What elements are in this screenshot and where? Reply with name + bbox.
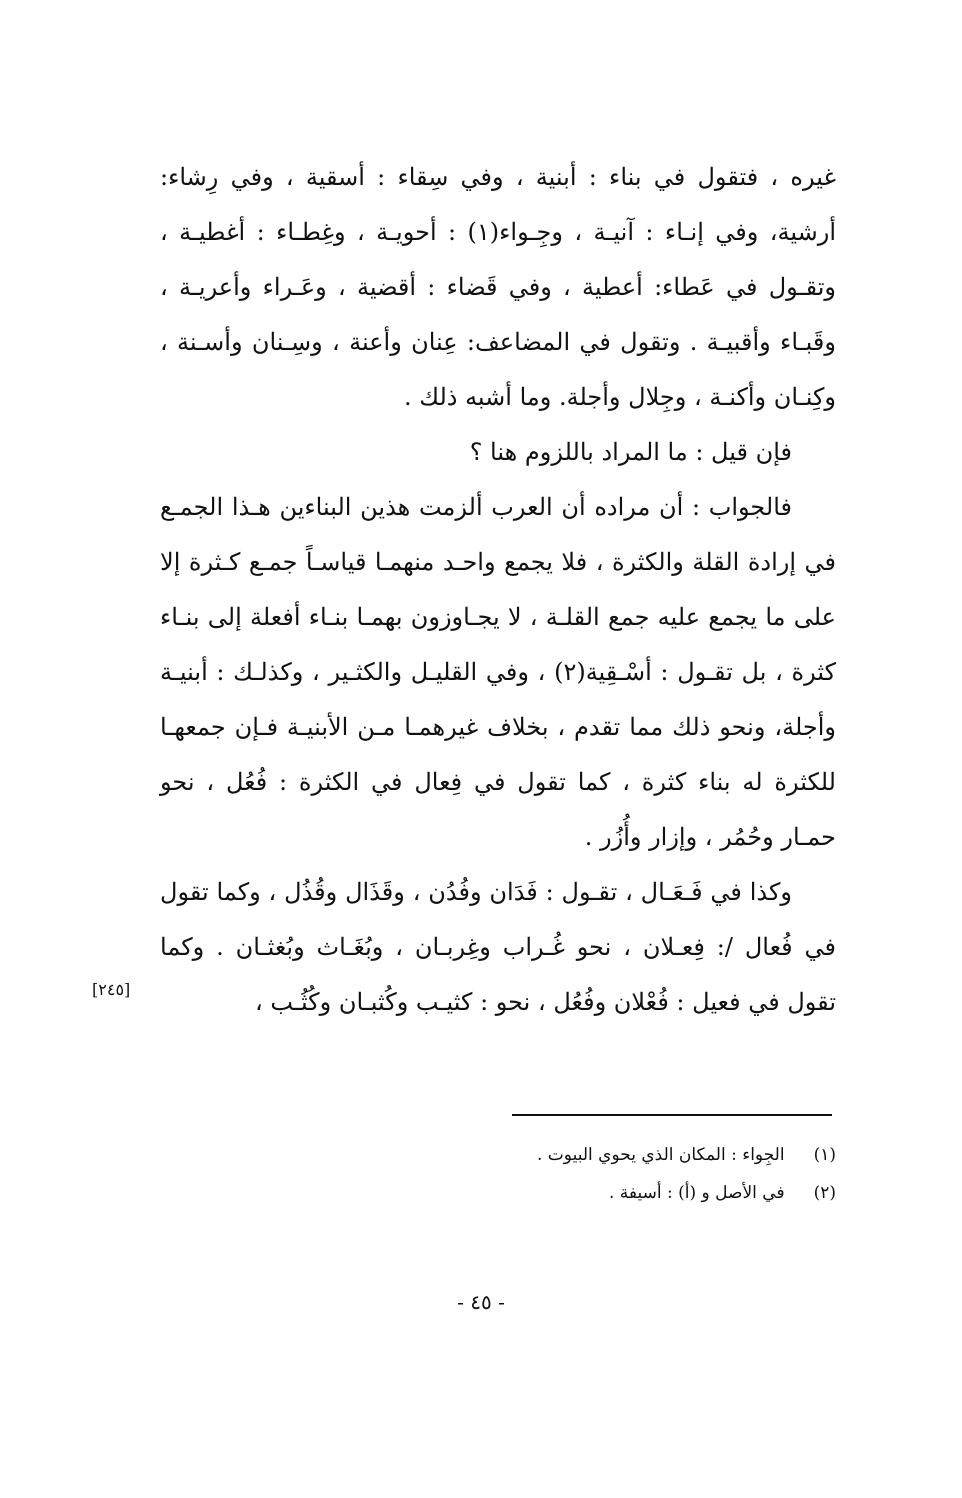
footnote-2 [300,1174,836,1212]
paragraph-3: فالجواب : أن مراده أن العرب ألزمت هذين البناءين هـذا الجمـع في إرادة القلة والكثرة ، فلا يجمع واحـد منهمـا قياسـاً جمـع كـثرة إلا على ما يجمع عليه جمع القلـة ، لا يجـاوزون بهمـا بنـاء أفعلة إلى بنـاء كثرة ، بل تقـول : أسْـقِية(٢) ، وفي القليـل والكثـير ، وكذلـك : أبنيـة وأجلة، ونحو ذلك مما تقدم ، بخلاف غيرهمـا مـن الأبنيـة فـإن جمعهـا للكثرة له بناء كثرة ، كما تقول في فِعال في الكثرة : فُعُل ، نحو حمـار وحُمُر ، وإزار وأُزُر . [160,493,836,851]
footnote-1 [300,1136,836,1174]
footnote-2-text: في الأصل و (أ) : أسيفة . [609,1183,785,1203]
footnotes [300,1136,836,1212]
paragraph-4: وكذا في فَـعَـال ، تقـول : فَدَان وفُدُن ، وقَذَال وقُذُل ، وكما تقول في فُعال /: فِعـلان ، نحو غُـراب وغِربـان ، وبُغَـاث وبُغثـان . وكما تقول في فعيل : فُعْلان وفُعُل ، نحو : كثيـب وكُثبـان وكُثُـب ، [160,878,836,1016]
page-number: - ٤٥ - [457,1290,505,1314]
footnote-1-number: (١) [813,1145,836,1165]
paragraph-1: غيره ، فتقول في بناء : أبنية ، وفي سِقاء : أسقية ، وفي رِشاء: أرشية، وفي إنـاء : آنيـة ، وجِـواء(١) : أحويـة ، وغِطـاء : أغطيـة ، وتقـول في عَطاء: أعطية ، وفي قَضاء : أقضية ، وعَـراء وأعريـة ، وقَبـاء وأقبيـة . وتقول في المضاعف: عِنان وأعنة ، وسِـنان وأسـنة ، وكِنـان وأكنـة ، وجِلال وأجلة. وما أشبه ذلك . [160,163,836,411]
footnote-2-number: (٢) [813,1183,836,1203]
paragraph-2: فإن قيل : ما المراد باللزوم هنا ؟ [469,438,792,466]
footnote-1-text: الجِواء : المكان الذي يحوي البيوت . [537,1145,785,1165]
manuscript-folio-marker: [٢٤٥] [92,980,131,999]
footnote-divider [512,1114,832,1116]
main-text [160,150,836,1030]
